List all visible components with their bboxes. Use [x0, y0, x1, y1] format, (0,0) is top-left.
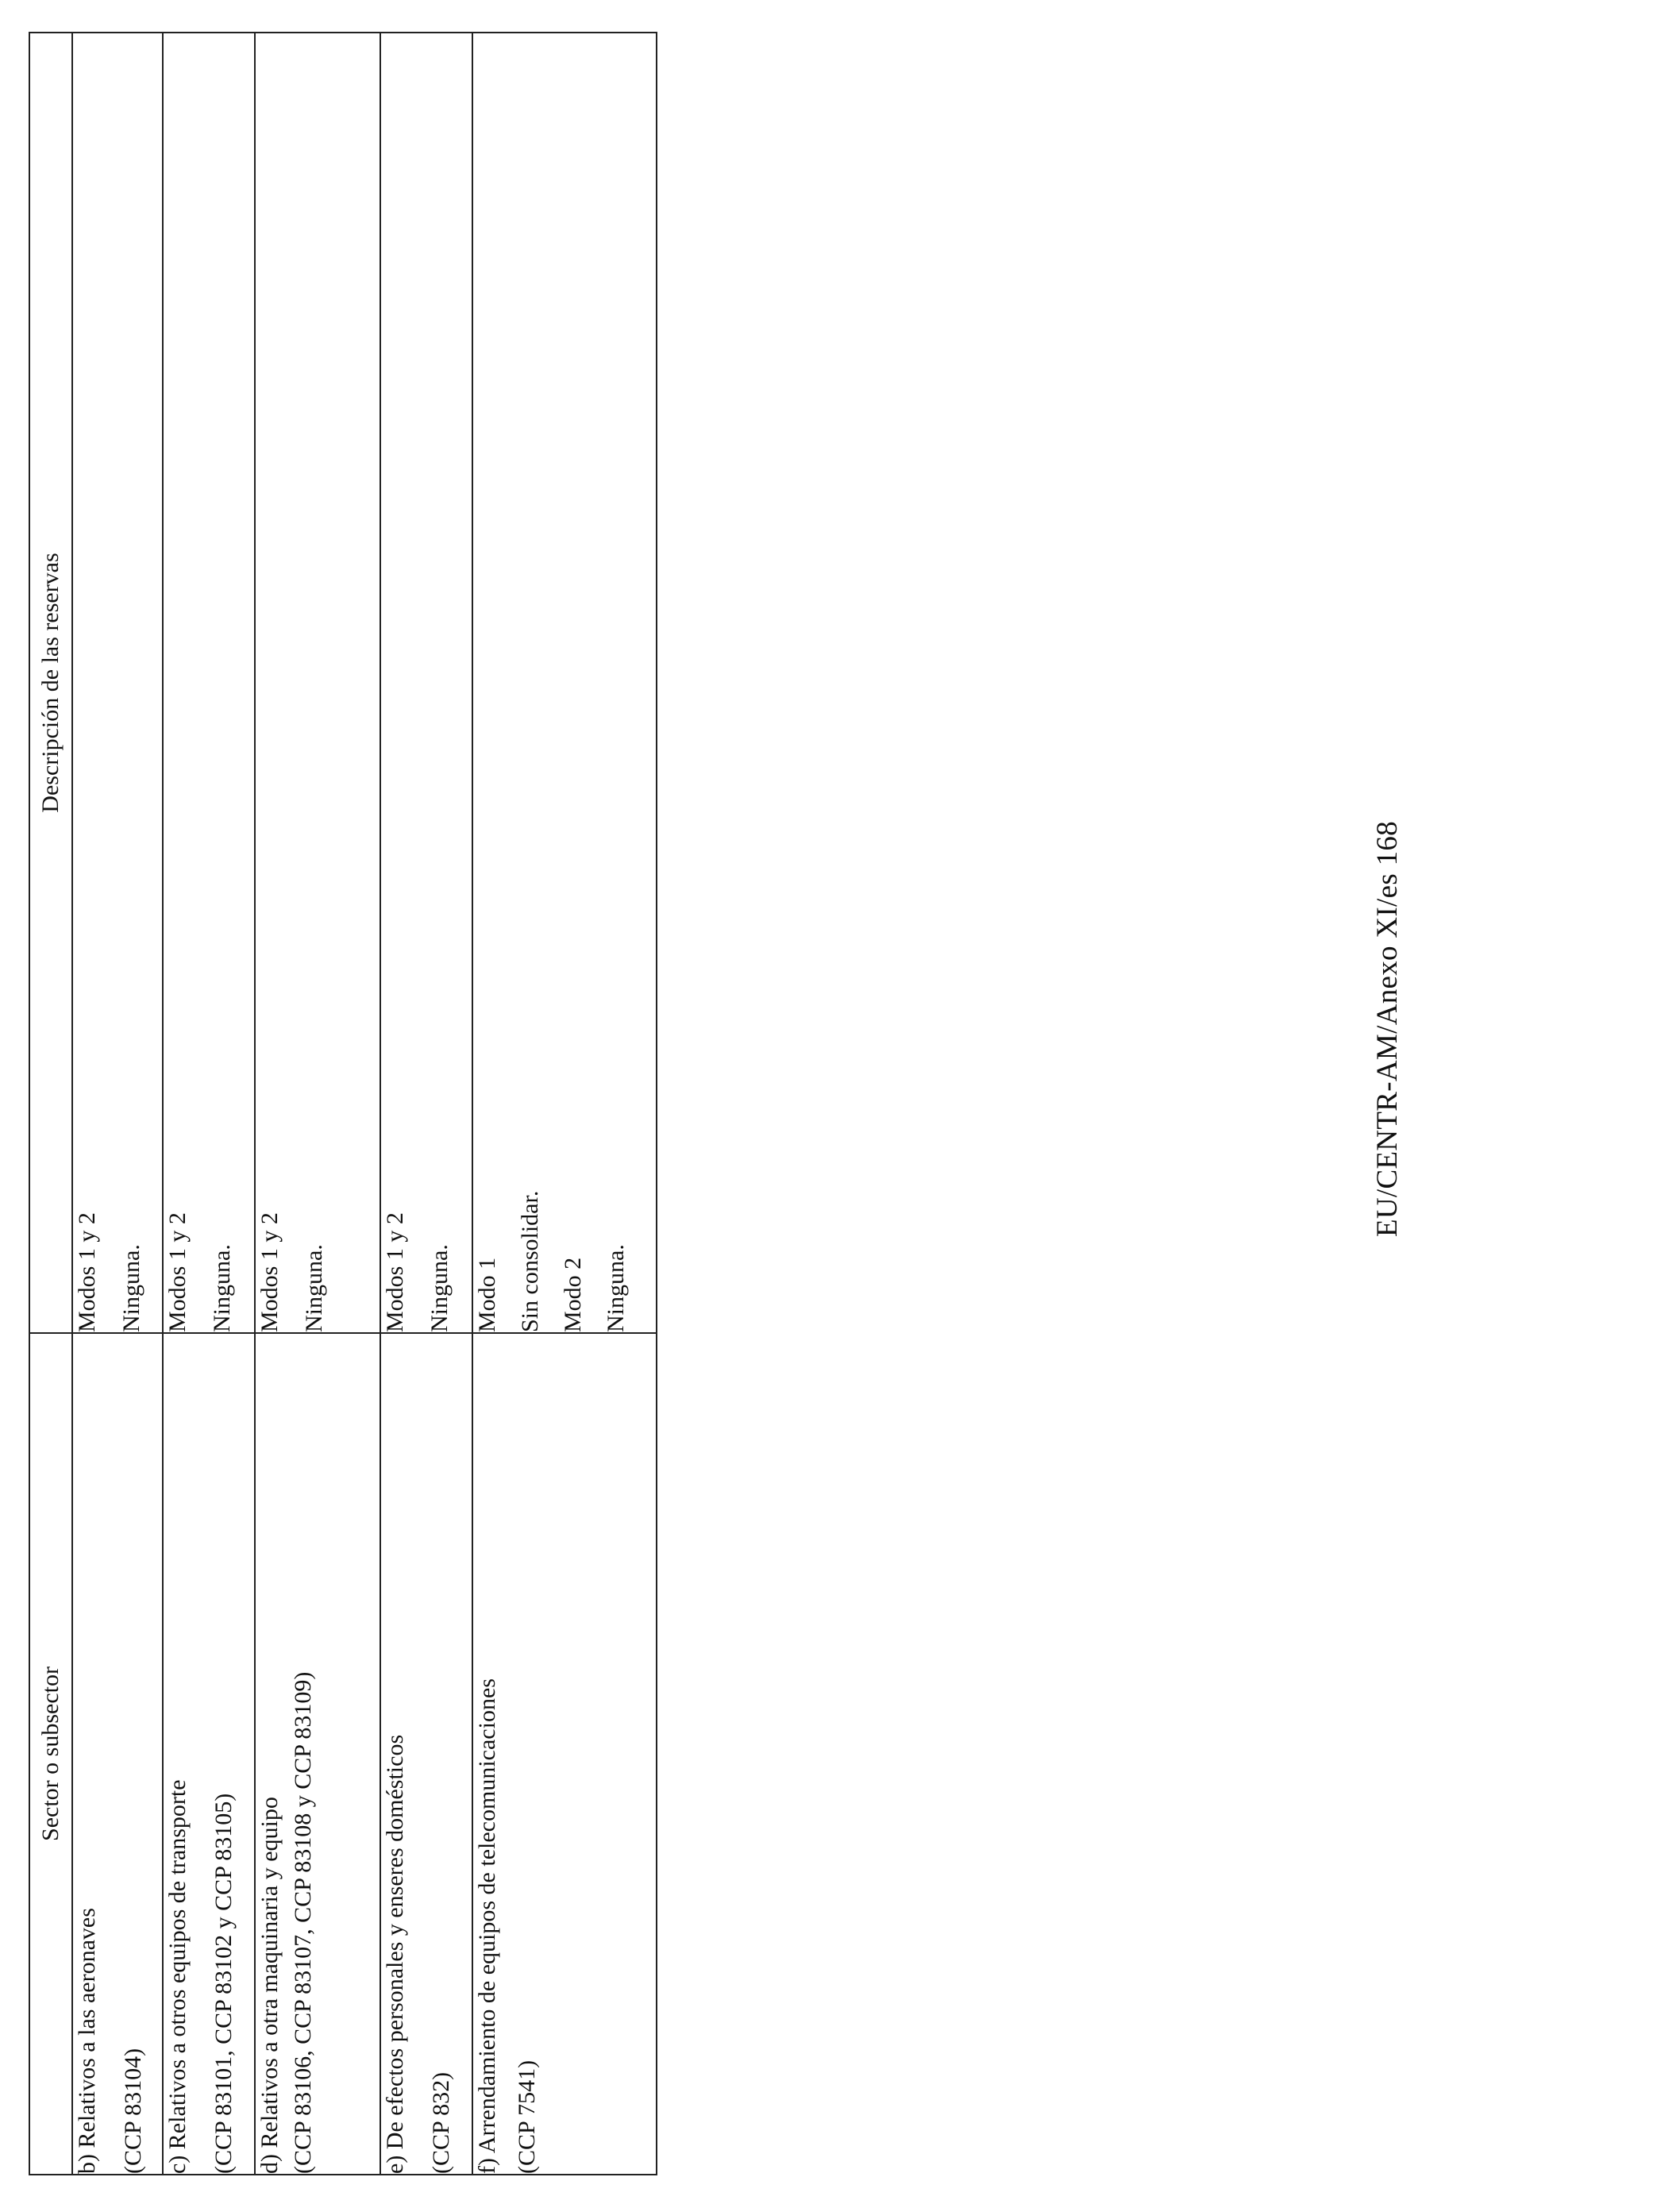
sector-cell [255, 1333, 380, 2175]
description-cell [72, 33, 163, 1333]
sector-title: b) Relativos a las aeronaves [74, 1908, 100, 2174]
sector-code: (CCP 7541) [514, 2060, 540, 2174]
header-description: Descripción de las reservas [29, 33, 72, 1333]
sector-title: c) Relativos a otros equipos de transporte [164, 1779, 191, 2174]
table-row [472, 33, 657, 2175]
sector-title: e) De efectos personales y enseres domésticos [382, 1734, 408, 2174]
description-cell [472, 33, 657, 1333]
table-row [72, 33, 163, 2175]
reservation-text: Ninguna. [209, 1244, 235, 1332]
table-row [163, 33, 255, 2175]
table-row [255, 33, 380, 2175]
description-cell [380, 33, 472, 1333]
mode-label: Modos 1 y 2 [256, 1212, 283, 1332]
mode-label: Modos 1 y 2 [382, 1212, 408, 1332]
sector-cell [472, 1333, 657, 2175]
header-sector: Sector o subsector [29, 1333, 72, 2175]
sector-cell [380, 1333, 472, 2175]
sector-title: d) Relativos a otra maquinaria y equipo [256, 1797, 283, 2174]
sector-code: (CCP 83104) [120, 2048, 146, 2174]
description-cell [255, 33, 380, 1333]
reservations-table [29, 32, 657, 2175]
sector-cell [163, 1333, 255, 2175]
mode-label: Modos 1 y 2 [164, 1212, 191, 1332]
mode-label: Modo 1 [474, 1257, 500, 1332]
reservation-text: Ninguna. [118, 1244, 144, 1332]
reservation-text: Ninguna. [603, 1244, 629, 1332]
sector-code: (CCP 832) [428, 2071, 454, 2174]
reservation-text: Ninguna. [426, 1244, 453, 1332]
mode-label: Modo 2 [560, 1257, 586, 1332]
sector-cell [72, 1333, 163, 2175]
mode-label: Modos 1 y 2 [74, 1212, 100, 1332]
sector-title: f) Arrendamiento de equipos de telecomunicaciones [474, 1678, 500, 2174]
table-row [380, 33, 472, 2175]
sector-code: (CCP 83101, CCP 83102 y CCP 83105) [210, 1793, 237, 2174]
table-header-row [29, 33, 72, 2175]
reservation-text: Sin consolidar. [517, 1190, 543, 1332]
description-cell [163, 33, 255, 1333]
sector-code: (CCP 83106, CCP 83107, CCP 83108 y CCP 83109) [290, 1671, 316, 2174]
reservation-text: Ninguna. [301, 1244, 327, 1332]
page-footer: EU/CENTR-AM/Anexo XI/es 168 [1371, 821, 1404, 1237]
